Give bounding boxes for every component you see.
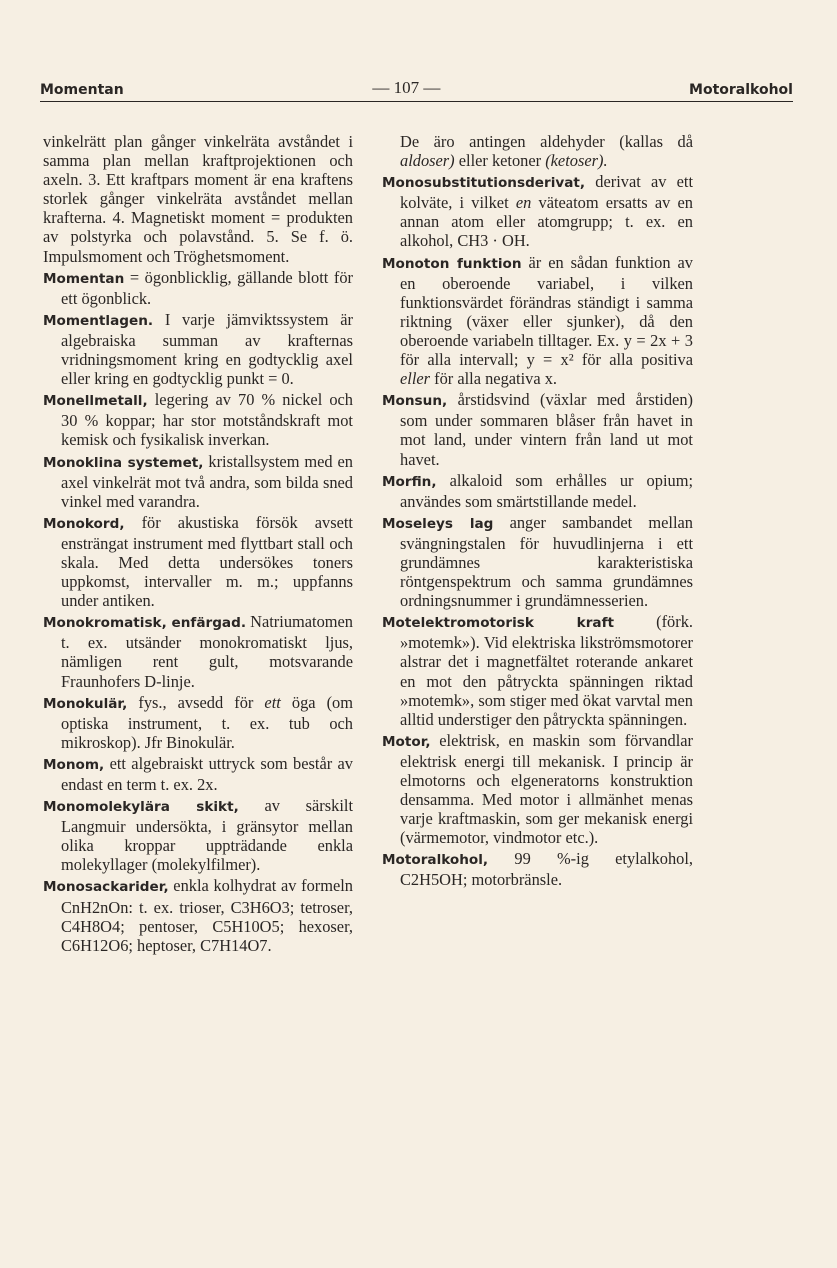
entry-text: fys., avsedd för — [127, 692, 265, 712]
headword: Monsun, — [382, 393, 448, 410]
entry-monokord — [43, 513, 353, 610]
headword: Monoklina systemet, — [43, 454, 204, 471]
entry-text: Natriumatomen t. ex. utsänder monokromatiskt ljus, nämligen rent gult, motsvarande Fraunhofers D-linje. — [61, 612, 354, 691]
headword: Momentlagen. — [43, 312, 154, 329]
entry-monom — [43, 754, 353, 794]
entry-text: anger sambandet mellan svängningstalen för huvudlinjerna i ett grundämnes karakteristiska röntgenspektrum och samma grundämnes ordningsnummer i grundämnesserien. — [400, 512, 693, 611]
entry-text: vinkelrätt plan gånger vinkelräta avståndet i samma plan mellan kraftprojektionen och axeln. 3. Ett kraftpars moment är ena kraftens storlek gånger vinkelräta avståndet mellan krafterna. 4. Magnetiskt moment = produkten av polstyrka och polavstånd. 5. Se f. ö. Impulsmoment och Tröghetsmoment. — [43, 132, 353, 266]
headword: Monosackarider, — [43, 879, 169, 896]
entry-text: är en sådan funktion av en oberoende variabel, i vilken funktionsvärdet förändras ständigt i samma riktning (växer eller sjunker), då den oberoende variabeln tilltager. Ex. y = 2x + 3 för alla intervall; y = x² för alla positiva — [400, 252, 693, 370]
entry-motor — [382, 731, 693, 848]
entry-monoton-funktion — [382, 253, 693, 389]
headword: Motelektromotorisk kraft — [382, 615, 614, 632]
entry-momentan — [43, 268, 353, 308]
continued-entry — [382, 132, 693, 170]
entry-text: I varje jämviktssystem är algebraiska summan av krafternas vridningsmoment kring en godtycklig axel eller kring en godtycklig punkt = 0. — [61, 309, 353, 389]
entry-text: alkaloid som erhålles ur opium; användes som smärtstillande medel. — [400, 470, 693, 511]
entry-monosackarider — [43, 876, 353, 954]
headword: Monosubstitutionsderivat, — [382, 175, 586, 192]
entry-italic: ett — [264, 692, 281, 712]
entry-text: = ögonblicklig, gällande blott för ett ögonblick. — [61, 267, 353, 308]
entry-monsun — [382, 390, 693, 468]
left-column — [43, 132, 353, 957]
headword: Motor, — [382, 733, 431, 750]
entry-italic: eller — [400, 369, 431, 389]
entry-monokular — [43, 693, 353, 752]
entry-text: ett algebraiskt uttryck som består av endast en term t. ex. 2x. — [61, 753, 353, 794]
running-header — [40, 72, 793, 98]
entry-text: öga (om optiska instrument, t. ex. tub och mikroskop). Jfr Binokulär. — [61, 692, 354, 752]
entry-text: 99 %-ig etylalkohol, C2H5OH; motorbränsle. — [400, 849, 693, 890]
headword: Monokulär, — [43, 695, 128, 712]
headword: Monom, — [43, 756, 105, 773]
entry-motelektromotorisk-kraft — [382, 612, 693, 729]
entry-text: årstidsvind (växlar med årstiden) som under sommaren blåser från havet in mot land, under vintern från land ut mot havet. — [400, 390, 693, 469]
entry-monosubstitutionsderivat — [382, 172, 693, 250]
entry-text: för alla negativa x. — [430, 369, 558, 389]
entry-motoralkohol — [382, 849, 693, 889]
right-column — [382, 132, 693, 892]
entry-monellmetall — [43, 390, 353, 449]
page-number: — 107 — — [372, 78, 441, 97]
entry-text: derivat av ett kolväte, i vilket — [400, 172, 693, 213]
header-left-word: Momentan — [40, 82, 124, 98]
headword: Moseleys lag — [382, 515, 494, 532]
entry-text: (förk. »motemk»). Vid elektriska likströmsmotorer alstrar det i magnetfältet roterande ankaret en mot den påtryckta spänningen riktad »motemk», som stiger med ökat varvtal men alltid understiger den påtryckta spänningen. — [400, 612, 693, 729]
headword: Monokord, — [43, 515, 125, 532]
entry-moseleys-lag — [382, 513, 693, 610]
entry-morfin — [382, 471, 693, 511]
entry-text: eller ketoner — [454, 151, 546, 171]
entry-italic: en — [515, 193, 532, 213]
entry-text: De äro antingen aldehyder (kallas då — [400, 132, 693, 151]
entry-italic: aldoser) — [400, 151, 455, 171]
entry-text: elektrisk, en maskin som förvandlar elektrisk energi till mekanisk. I princip är elmotorns och elgeneratorns konstruktion densamma. Med motor i allmänhet menas varje kraftmaskin, som ger mekanisk energi (värmemotor, vindmotor etc.). — [400, 730, 693, 848]
entry-text: av särskilt Langmuir undersökta, i gränsytor mellan olika kroppar uppträdande enkla molekyllager (molekylfilmer). — [61, 796, 353, 875]
headword: Momentan — [43, 270, 125, 287]
headword: Monokromatisk, enfärgad. — [43, 615, 247, 632]
entry-text: kristallsystem med en axel vinkelrät mot två andra, som bilda sned vinkel med varandra. — [61, 451, 353, 511]
entry-text: för akustiska försök avsett ensträngat instrument med flyttbart stall och skala. Med detta undersökes toners uppkomst, intervaller m. m.; uppfanns under antiken. — [61, 512, 353, 611]
headword: Morfin, — [382, 473, 437, 490]
entry-text: väteatom ersatts av en annan atom eller atomgrupp; t. ex. en alkohol, CH3 · OH. — [400, 193, 693, 251]
entry-monomolekylara — [43, 796, 353, 874]
continued-entry — [43, 132, 353, 266]
headword: Monomolekylära skikt, — [43, 799, 239, 816]
entry-monokromatisk — [43, 612, 353, 690]
entry-italic: (ketoser). — [545, 151, 608, 171]
header-right-word: Motoralkohol — [689, 82, 793, 98]
header-rule — [40, 101, 793, 102]
headword: Monellmetall, — [43, 393, 148, 410]
entry-text: enkla kolhydrat av formeln CnH2nOn: t. ex. trioser, C3H6O3; tetroser, C4H8O4; pentoser, C5H10O5; hexoser, C6H12O6; heptoser, C7H14O7. — [61, 876, 353, 955]
entry-text: legering av 70 % nickel och 30 % koppar; har stor motståndskraft mot kemisk och fysikalisk inverkan. — [61, 390, 353, 450]
headword: Motoralkohol, — [382, 852, 489, 869]
entry-monoklina — [43, 452, 353, 511]
headword: Monoton funktion — [382, 255, 522, 272]
entry-momentlagen — [43, 310, 353, 388]
